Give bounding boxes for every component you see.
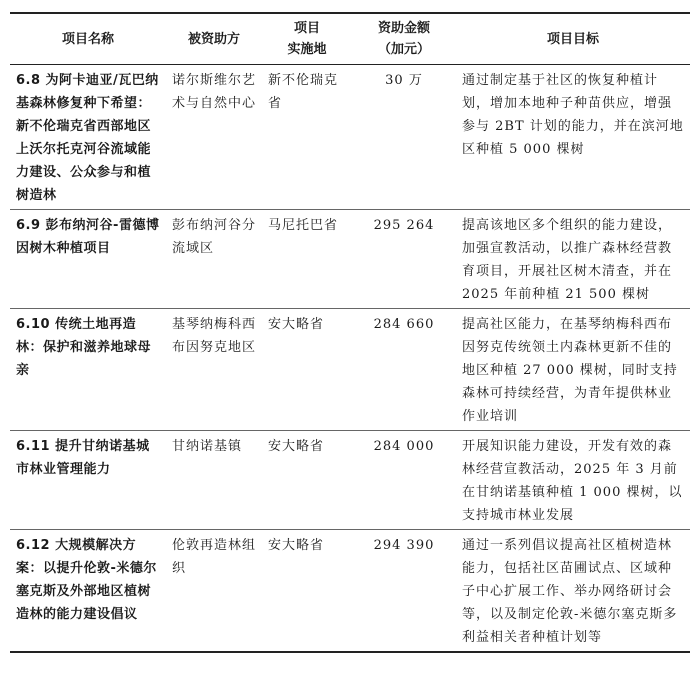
table-body <box>10 65 690 653</box>
header-location: 项目 实施地 <box>287 21 327 57</box>
location-cell: 安大略省 <box>268 538 325 553</box>
project-name-cell: 6.10 传统土地再造林：保护和滋养地球母亲 <box>16 317 152 378</box>
amount-cell: 30 万 <box>385 73 423 88</box>
table-row <box>10 210 690 309</box>
project-name-cell: 6.12 大规模解决方案：以提升伦敦-米德尔塞克斯及外部地区植树造林的能力建设倡议 <box>16 538 157 622</box>
location-cell: 马尼托巴省 <box>268 218 339 233</box>
amount-cell: 294 390 <box>373 538 435 553</box>
grant-projects-table <box>10 12 690 653</box>
location-cell: 安大略省 <box>268 439 325 454</box>
project-name-cell: 6.9 彭布纳河谷-雷德博因树木种植项目 <box>16 218 160 256</box>
table-row <box>10 431 690 530</box>
grantee-cell: 伦敦再造林组织 <box>172 538 257 576</box>
project-name-cell: 6.11 提升甘纳诺基城市林业管理能力 <box>16 439 150 477</box>
grant-table-container <box>10 12 690 653</box>
amount-cell: 284 660 <box>373 317 435 332</box>
header-goal: 项目目标 <box>546 31 599 47</box>
table-row <box>10 65 690 210</box>
location-cell: 安大略省 <box>268 317 325 332</box>
table-row <box>10 309 690 431</box>
grantee-cell: 彭布纳河谷分流域区 <box>172 218 257 256</box>
header-row <box>10 13 690 65</box>
amount-cell: 295 264 <box>373 218 435 233</box>
project-name-cell: 6.8 为阿卡迪亚/瓦巴纳基森林修复种下希望：新不伦瑞克省西部地区上沃尔托克河谷流域能力建设、公众参与和植树造林 <box>16 73 159 203</box>
table-row <box>10 530 690 653</box>
amount-cell: 284 000 <box>373 439 435 454</box>
goal-cell: 通过一系列倡议提高社区植树造林能力，包括社区苗圃试点、区域种子中心扩展工作、举办网络研讨会等，以及制定伦敦-米德尔塞克斯多利益相关者种植计划等 <box>462 538 678 645</box>
table-header <box>10 13 690 65</box>
goal-cell: 通过制定基于社区的恢复种植计划，增加本地种子种苗供应，增强参与 2BT 计划的能力，并在滨河地区种植 5 000 棵树 <box>462 73 684 157</box>
grantee-cell: 诺尔斯维尔艺术与自然中心 <box>172 73 257 111</box>
goal-cell: 提高社区能力，在基琴纳梅科西布因努克传统领土内森林更新不佳的地区种植 27 000 棵树，同时支持森林可持续经营，为青年提供林业作业培训 <box>462 317 678 424</box>
goal-cell: 开展知识能力建设，开发有效的森林经营宣教活动，2025 年 3 月前在甘纳诺基镇种植 1 000 棵树，以支持城市林业发展 <box>462 439 683 523</box>
grantee-cell: 基琴纳梅科西布因努克地区 <box>172 317 257 355</box>
location-cell: 新不伦瑞克省 <box>268 73 339 111</box>
goal-cell: 提高该地区多个组织的能力建设，加强宣教活动，以推广森林经营教育项目，开展社区树木清查，并在 2025 年前种植 21 500 棵树 <box>462 218 673 302</box>
header-project-name: 项目名称 <box>61 31 114 47</box>
header-grantee: 被资助方 <box>187 31 240 47</box>
grantee-cell: 甘纳诺基镇 <box>172 439 243 454</box>
header-amount: 资助金额 （加元） <box>377 21 430 57</box>
